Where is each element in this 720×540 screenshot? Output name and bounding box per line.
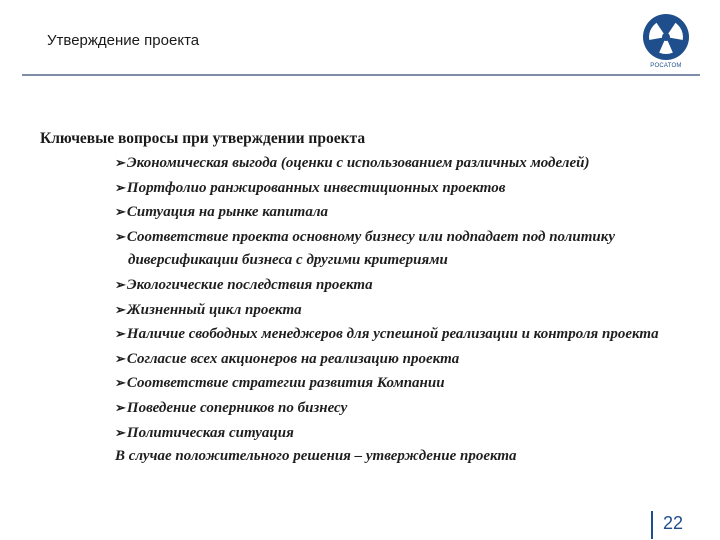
arrow-bullet-icon: ➢ [115, 204, 126, 220]
atom-logo-icon [636, 12, 696, 62]
arrow-bullet-icon: ➢ [115, 301, 126, 317]
list-item: ➢Экологические последствия проекта [115, 276, 373, 293]
list-item: ➢Экономическая выгода (оценки с использованием различных моделей) [115, 155, 590, 171]
arrow-bullet-icon: ➢ [115, 326, 126, 342]
arrow-bullet-icon: ➢ [115, 424, 126, 440]
logo-text: РОСАТОМ [650, 63, 682, 69]
header-divider [22, 74, 700, 76]
arrow-bullet-icon: ➢ [115, 155, 126, 170]
list-item: ➢Наличие свободных менеджеров для успешной реализации и контроля проекта [115, 326, 659, 343]
list-item: ➢Согласие всех акционеров на реализацию проекта [115, 350, 460, 367]
arrow-bullet-icon: ➢ [115, 375, 126, 391]
list-item: ➢Портфолио ранжированных инвестиционных проектов [115, 179, 506, 196]
list-item: ➢Соответствие проекта основному бизнесу или подпадает под политику диверсификации бизнеса с другими критериями [115, 228, 615, 269]
arrow-bullet-icon: ➢ [115, 276, 126, 292]
list-item: ➢Ситуация на рынке капитала [115, 204, 329, 221]
page-number-divider [651, 511, 653, 539]
list-item: ➢Политическая ситуация [115, 424, 294, 441]
list-item: ➢Соответствие стратегии развития Компании [115, 375, 445, 392]
list-item: ➢Жизненный цикл проекта [115, 301, 302, 318]
rosatom-logo [636, 12, 696, 74]
content-heading: Ключевые вопросы при утверждении проекта [40, 130, 366, 147]
arrow-bullet-icon: ➢ [115, 179, 126, 195]
arrow-bullet-icon: ➢ [115, 350, 126, 366]
slide-content [40, 128, 700, 469]
bullet-list [40, 151, 700, 445]
arrow-bullet-icon: ➢ [115, 399, 126, 415]
slide-title: Утверждение проекта [47, 32, 200, 49]
arrow-bullet-icon: ➢ [115, 228, 126, 244]
page-number: 22 [663, 513, 684, 533]
list-item: ➢Поведение соперников по бизнесу [115, 399, 348, 416]
conclusion-text: В случае положительного решения – утверждение проекта [115, 448, 517, 465]
